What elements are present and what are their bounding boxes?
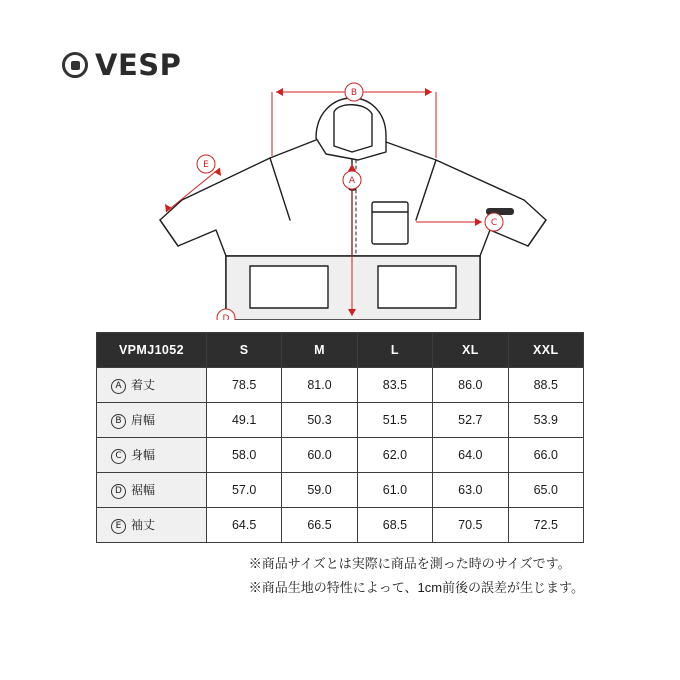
jacket-measurement-diagram bbox=[120, 60, 570, 320]
cell-a-m: 81.0 bbox=[282, 368, 357, 403]
circle-a-icon: A bbox=[111, 379, 126, 394]
target-logo-icon bbox=[62, 52, 88, 78]
row-label-text: 肩幅 bbox=[131, 413, 156, 427]
table-row bbox=[97, 508, 584, 543]
brand-name: VESP bbox=[95, 48, 182, 82]
cell-b-m: 50.3 bbox=[282, 403, 357, 438]
cell-c-xxl: 66.0 bbox=[508, 438, 583, 473]
cell-a-xxl: 88.5 bbox=[508, 368, 583, 403]
table-row bbox=[97, 403, 584, 438]
row-label-text: 身幅 bbox=[131, 448, 156, 462]
cell-e-l: 68.5 bbox=[357, 508, 432, 543]
cell-e-m: 66.5 bbox=[282, 508, 357, 543]
cell-e-s: 64.5 bbox=[206, 508, 281, 543]
notes-block bbox=[249, 552, 584, 600]
row-label-text: 袖丈 bbox=[131, 518, 156, 532]
label-d: D bbox=[222, 314, 230, 320]
label-b: B bbox=[350, 88, 358, 98]
cell-e-xl: 70.5 bbox=[433, 508, 508, 543]
row-label-text: 裾幅 bbox=[131, 483, 156, 497]
cell-e-xxl: 72.5 bbox=[508, 508, 583, 543]
size-table bbox=[96, 332, 584, 543]
note-line-1: ※商品サイズとは実際に商品を測った時のサイズです。 bbox=[248, 556, 571, 571]
circle-e-icon: E bbox=[111, 519, 126, 534]
cell-a-s: 78.5 bbox=[206, 368, 281, 403]
circle-b-icon: B bbox=[111, 414, 126, 429]
cell-c-xl: 64.0 bbox=[433, 438, 508, 473]
circle-c-icon: C bbox=[111, 449, 126, 464]
cell-b-s: 49.1 bbox=[206, 403, 281, 438]
cell-d-l: 61.0 bbox=[357, 473, 432, 508]
table-row bbox=[97, 473, 584, 508]
circle-d-icon: D bbox=[111, 484, 126, 499]
product-code: VPMJ1052 bbox=[97, 333, 207, 368]
cell-d-xxl: 65.0 bbox=[508, 473, 583, 508]
label-c: C bbox=[490, 218, 498, 228]
cell-c-l: 62.0 bbox=[357, 438, 432, 473]
row-label-b bbox=[97, 403, 207, 438]
row-label-a bbox=[97, 368, 207, 403]
row-label-text: 着丈 bbox=[131, 378, 156, 392]
cell-d-s: 57.0 bbox=[206, 473, 281, 508]
table-header-row bbox=[97, 333, 584, 368]
table-row bbox=[97, 368, 584, 403]
size-header-m: M bbox=[282, 333, 357, 368]
cell-b-xl: 52.7 bbox=[433, 403, 508, 438]
row-label-d bbox=[97, 473, 207, 508]
size-header-xl: XL bbox=[433, 333, 508, 368]
row-label-e bbox=[97, 508, 207, 543]
label-e: E bbox=[203, 160, 209, 170]
label-a: A bbox=[348, 176, 356, 186]
cell-a-xl: 86.0 bbox=[433, 368, 508, 403]
note-line-2: ※商品生地の特性によって、1cm前後の誤差が生じます。 bbox=[248, 580, 584, 596]
cell-c-s: 58.0 bbox=[206, 438, 281, 473]
cell-a-l: 83.5 bbox=[357, 368, 432, 403]
cell-d-m: 59.0 bbox=[282, 473, 357, 508]
row-label-c bbox=[97, 438, 207, 473]
cell-b-l: 51.5 bbox=[357, 403, 432, 438]
table-row bbox=[97, 438, 584, 473]
cell-d-xl: 63.0 bbox=[433, 473, 508, 508]
size-header-l: L bbox=[357, 333, 432, 368]
size-header-xxl: XXL bbox=[508, 333, 583, 368]
size-header-s: S bbox=[206, 333, 281, 368]
cell-b-xxl: 53.9 bbox=[508, 403, 583, 438]
cell-c-m: 60.0 bbox=[282, 438, 357, 473]
